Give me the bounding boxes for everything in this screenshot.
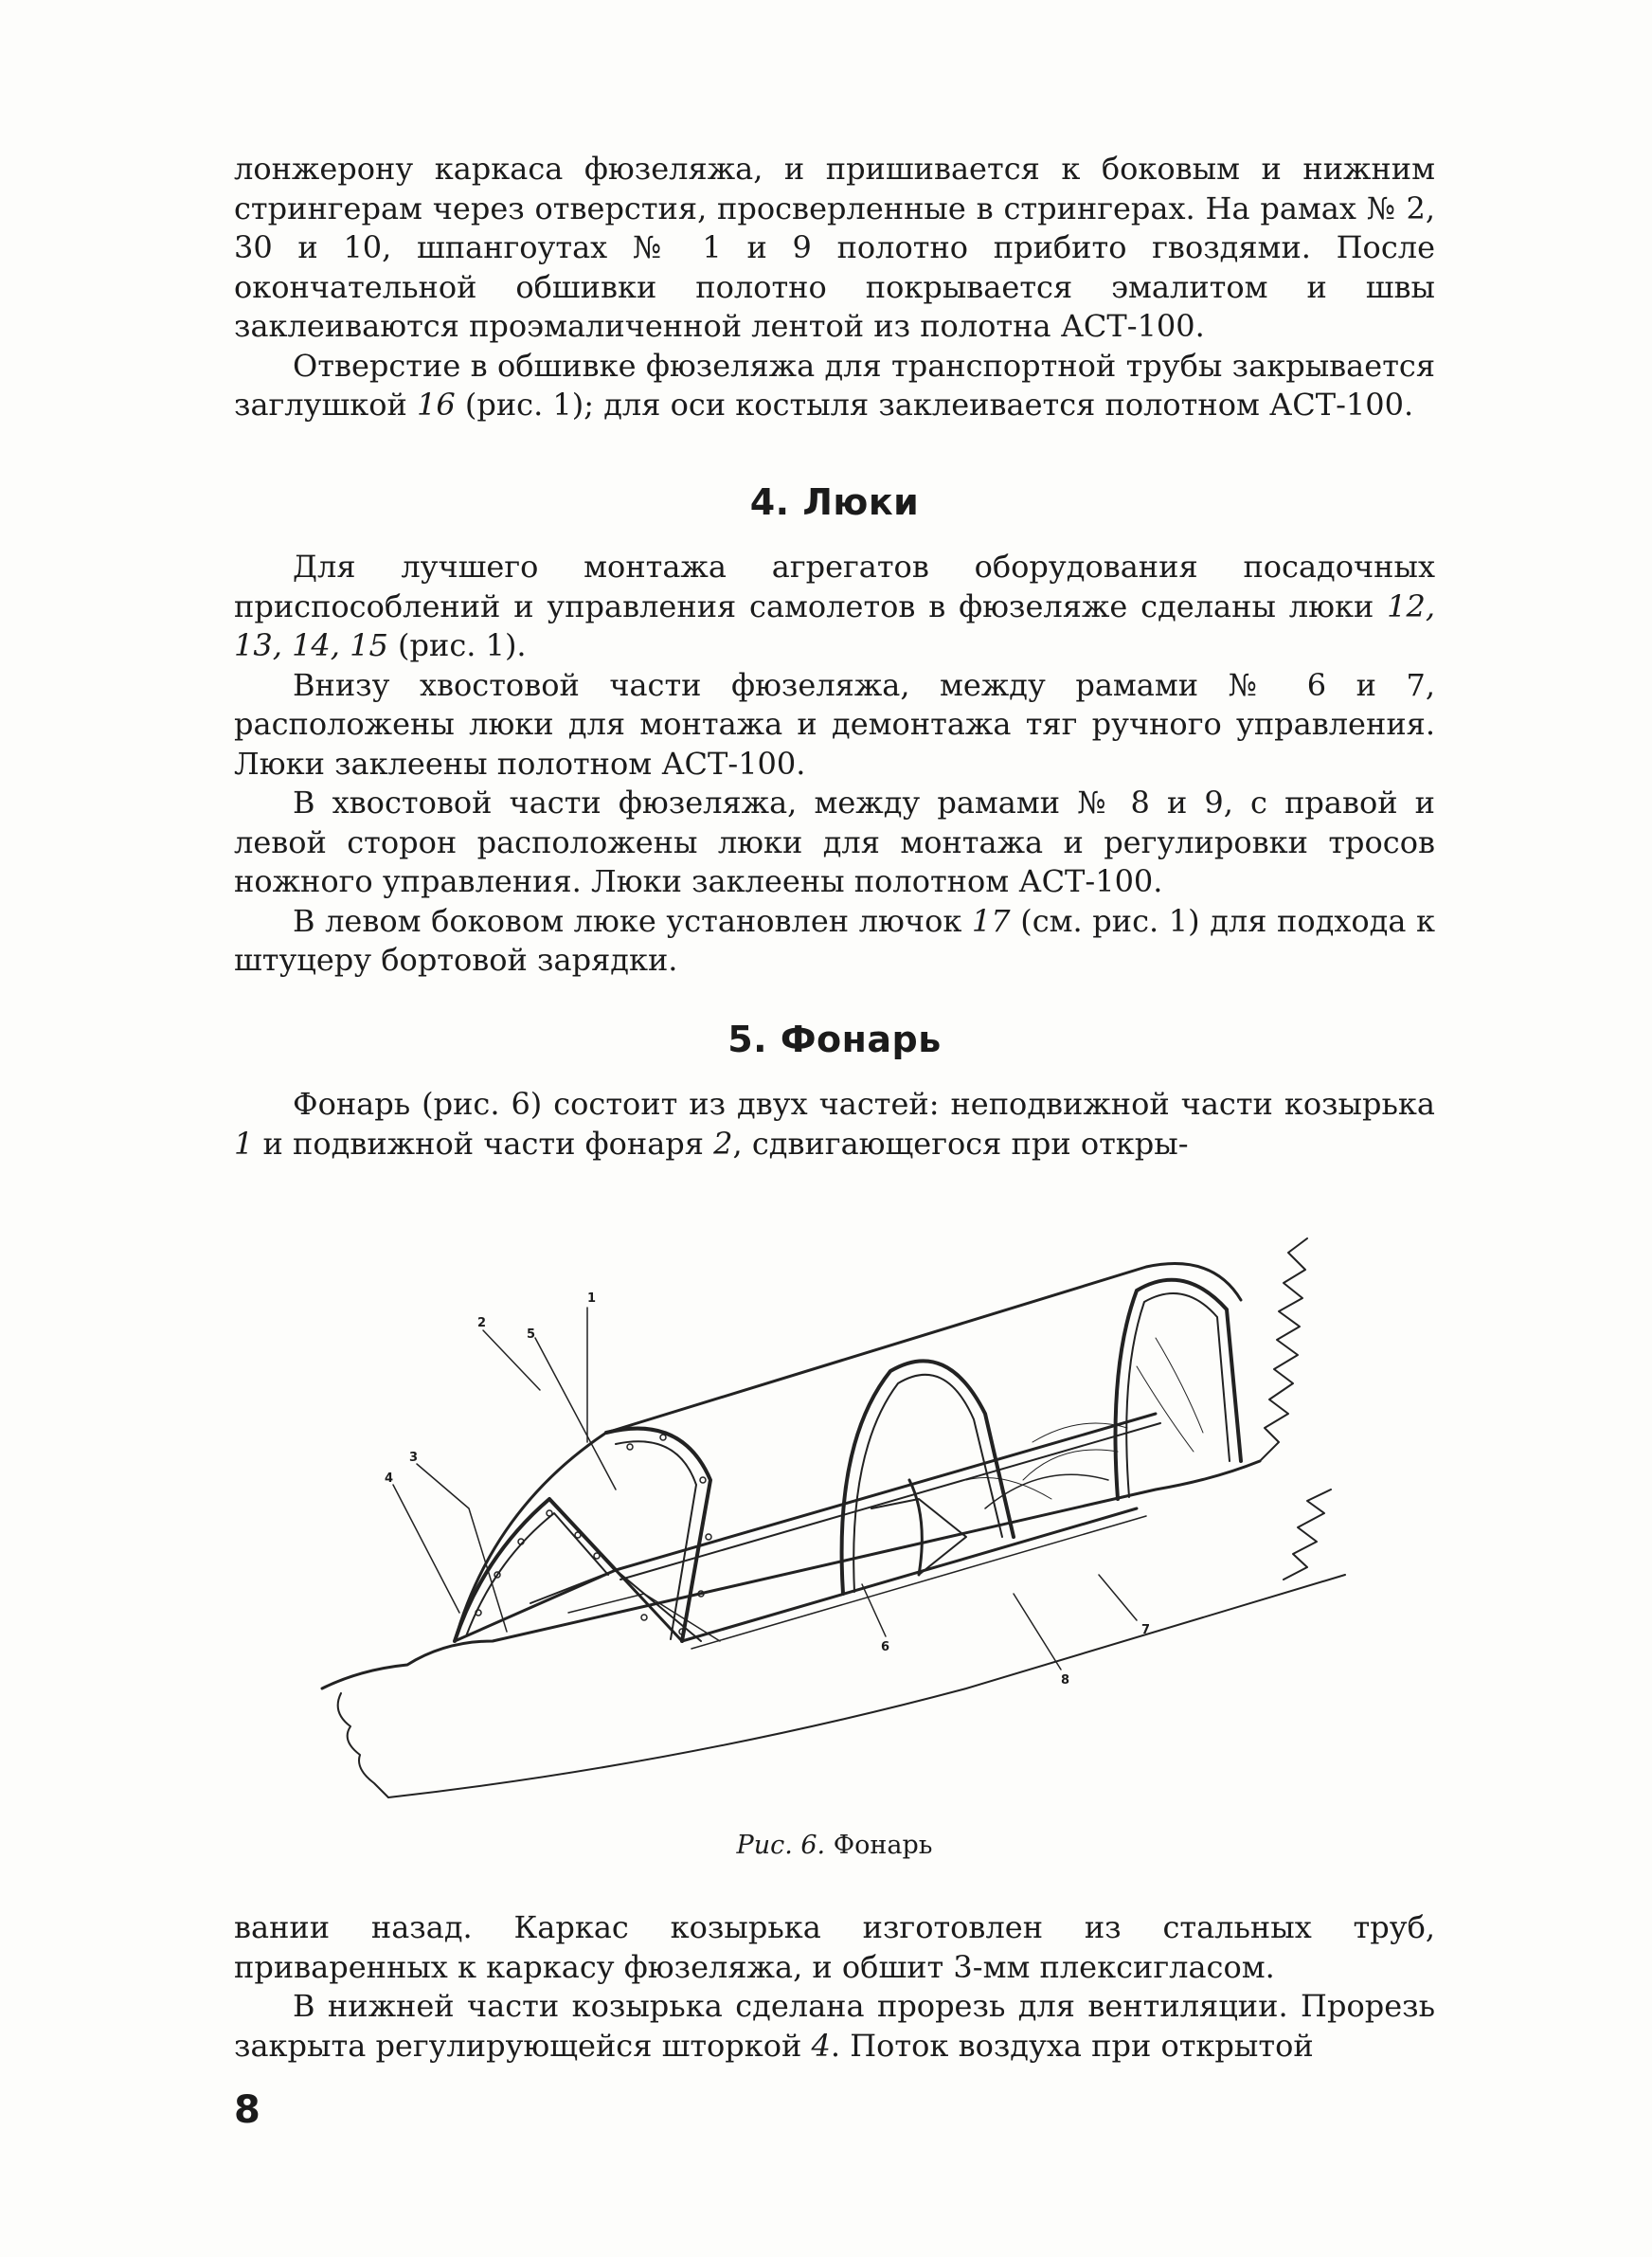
label-5: 5 — [527, 1327, 536, 1342]
label-4: 4 — [385, 1472, 394, 1486]
section-5-intro — [234, 1085, 1435, 1164]
paragraph-hatches-1: Для лучшего монтажа агрегатов оборудования посадочных приспособлений и управления самолетов в фюзеляже сделаны люки 12, 13, 14, 15 (рис. 1). — [234, 549, 1435, 663]
label-1: 1 — [587, 1291, 597, 1306]
label-7: 7 — [1141, 1623, 1151, 1637]
canopy-figure — [303, 1196, 1374, 1802]
paragraph-canopy-1: Фонарь (рис. 6) состоит из двух частей: неподвижной части козырька 1 и подвижной части фонаря 2, сдвигающегося при откры- — [234, 1086, 1435, 1162]
page-number: 8 — [234, 2088, 260, 2132]
paragraph-hatches-3: В хвостовой части фюзеляжа, между рамами № 8 и 9, с правой и левой сторон расположены люки для монтажа и регулировки тросов ножного управления. Люки заклеены полотном АСТ-100. — [234, 785, 1435, 899]
paragraph-1: лонжерону каркаса фюзеляжа, и пришивается к боковым и нижним стрингерам через отверстия, просверленные в стрингерах. На рамах № 2, 30 и 10, шпангоутах № 1 и 9 полотно прибито гвоздями. После окончательной обшивки полотно покрывается эмалитом и швы заклеиваются проэмаличенной лентой из полотна АСТ-100. — [234, 151, 1435, 344]
paragraph-canopy-3: В нижней части козырька сделана прорезь для вентиляции. Прорезь закрыта регулирующейся шторкой 4. Поток воздуха при открытой — [234, 1988, 1435, 2064]
paragraph-canopy-2: вании назад. Каркас козырька изготовлен из стальных труб, приваренных к каркасу фюзеляжа, и обшит 3-мм плексигласом. — [234, 1909, 1435, 1985]
paragraph-2: Отверстие в обшивке фюзеляжа для транспортной трубы закрывается заглушкой 16 (рис. 1); для оси костыля заклеивается полотном АСТ-100. — [234, 347, 1435, 423]
label-3: 3 — [409, 1451, 419, 1465]
paragraph-hatches-4: В левом боковом люке установлен лючок 17 (см. рис. 1) для подхода к штуцеру бортовой зарядки. — [234, 902, 1436, 978]
label-2: 2 — [477, 1316, 487, 1330]
canopy-drawing — [303, 1196, 1374, 1802]
section-5-continued — [234, 1908, 1435, 2066]
section-5-heading: 5. Фонарь — [727, 1019, 942, 1060]
label-6: 6 — [881, 1640, 890, 1654]
section-4-heading: 4. Люки — [749, 481, 920, 523]
figure-caption: Рис. 6. Фонарь — [736, 1831, 933, 1860]
label-8: 8 — [1061, 1673, 1070, 1688]
intro-text — [234, 150, 1435, 425]
section-4-text — [234, 548, 1435, 981]
paragraph-hatches-2: Внизу хвостовой части фюзеляжа, между рамами № 6 и 7, расположены люки для монтажа и демонтажа тяг ручного управления. Люки заклеены полотном АСТ-100. — [234, 666, 1435, 782]
